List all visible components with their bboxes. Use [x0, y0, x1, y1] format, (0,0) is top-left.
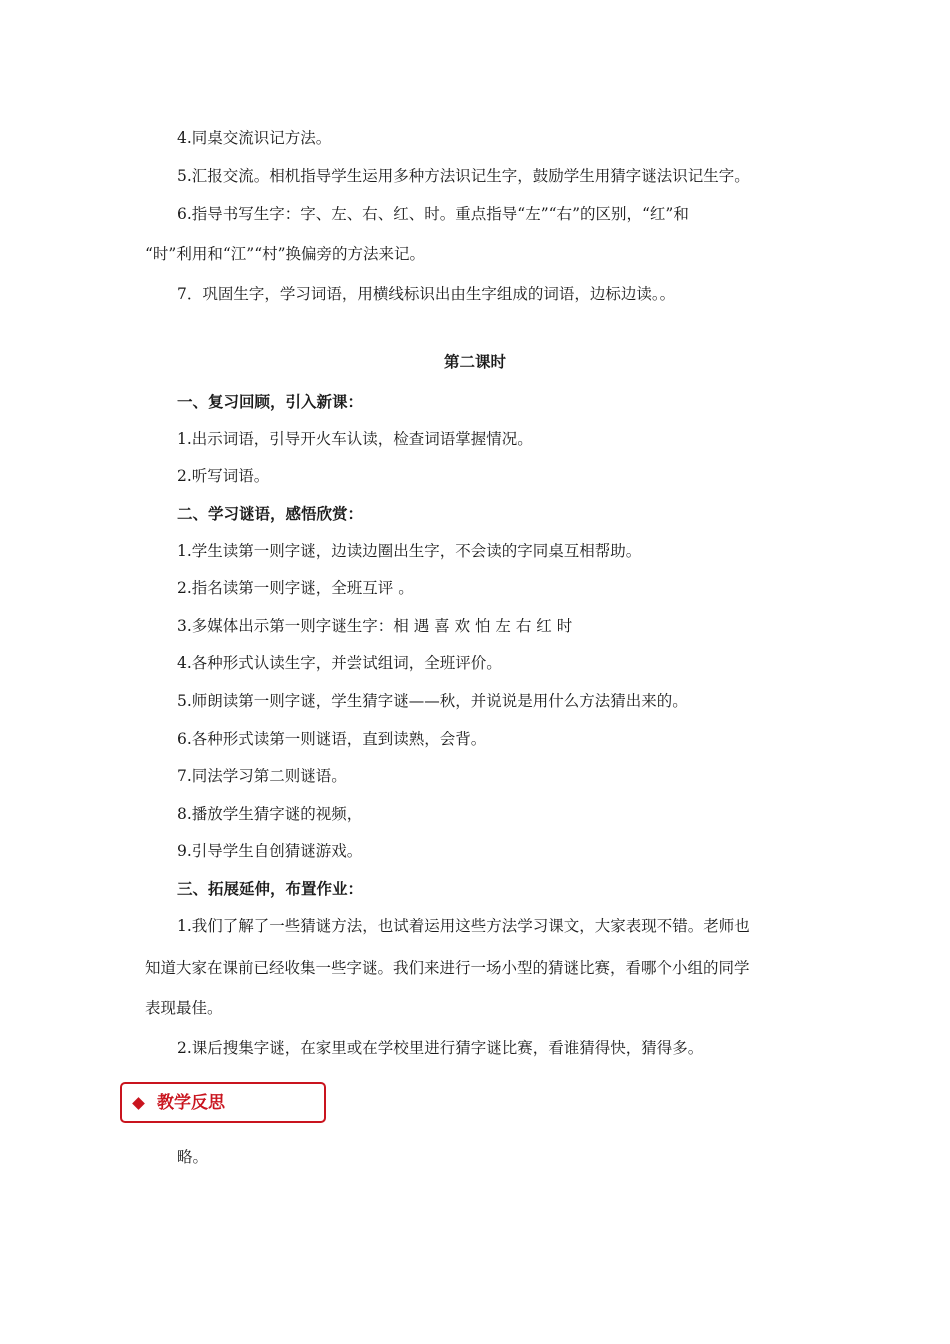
list-item: 2.指名读第一则字谜，全班互评 。: [177, 579, 414, 597]
section-heading-review: 一、复习回顾，引入新课：: [177, 392, 364, 411]
paragraph-line: 1.我们了解了一些猜谜方法，也试着运用这些方法学习课文，大家表现不错。老师也: [177, 917, 750, 935]
list-item: 1.出示词语，引导开火车认读，检查词语掌握情况。: [177, 430, 533, 448]
step-item: 4.同桌交流识记方法。: [177, 129, 332, 147]
list-item: 6.各种形式读第一则谜语，直到读熟，会背。: [177, 730, 487, 748]
list-item: 5.师朗读第一则字谜，学生猜字谜——秋，并说说是用什么方法猜出来的。: [177, 692, 688, 710]
list-item: 9.引导学生自创猜谜游戏。: [177, 842, 363, 860]
step-item: 5.汇报交流。相机指导学生运用多种方法识记生字，鼓励学生用猜字谜法识记生字。: [177, 167, 750, 185]
paragraph-line: 表现最佳。: [145, 999, 223, 1017]
list-item: 2.听写词语。: [177, 467, 270, 485]
list-item: 1.学生读第一则字谜，边读边圈出生字，不会读的字同桌互相帮助。: [177, 542, 642, 560]
list-item: 4.各种形式认读生字，并尝试组词，全班评价。: [177, 654, 502, 672]
step-item-continuation: “时”利用和“江”“村”换偏旁的方法来记。: [145, 245, 426, 263]
reflection-title: 教学反思: [157, 1093, 225, 1113]
list-item: 7.同法学习第二则谜语。: [177, 767, 347, 785]
reflection-header-box: [120, 1082, 326, 1123]
list-item: 2.课后搜集字谜，在家里或在学校里进行猜字谜比赛，看谁猜得快，猜得多。: [177, 1039, 704, 1057]
reflection-content: 略。: [177, 1148, 209, 1166]
section-heading-riddles: 二、学习谜语，感悟欣赏：: [177, 504, 364, 523]
section-heading-extension: 三、拓展延伸，布置作业：: [177, 879, 364, 898]
paragraph-line: 知道大家在课前已经收集一些字谜。我们来进行一场小型的猜谜比赛，看哪个小组的同学: [145, 959, 750, 977]
list-item: 8.播放学生猜字谜的视频，: [177, 805, 363, 823]
list-item: 3.多媒体出示第一则字谜生字：相 遇 喜 欢 怕 左 右 红 时: [177, 617, 573, 635]
lesson-title: 第二课时: [443, 352, 506, 371]
step-item: 7．巩固生字，学习词语，用横线标识出由生字组成的词语，边标边读。。: [177, 285, 676, 303]
diamond-icon: [132, 1097, 145, 1110]
step-item: 6.指导书写生字：字、左、右、红、时。重点指导“左”“右”的区别，“红”和: [177, 205, 689, 223]
